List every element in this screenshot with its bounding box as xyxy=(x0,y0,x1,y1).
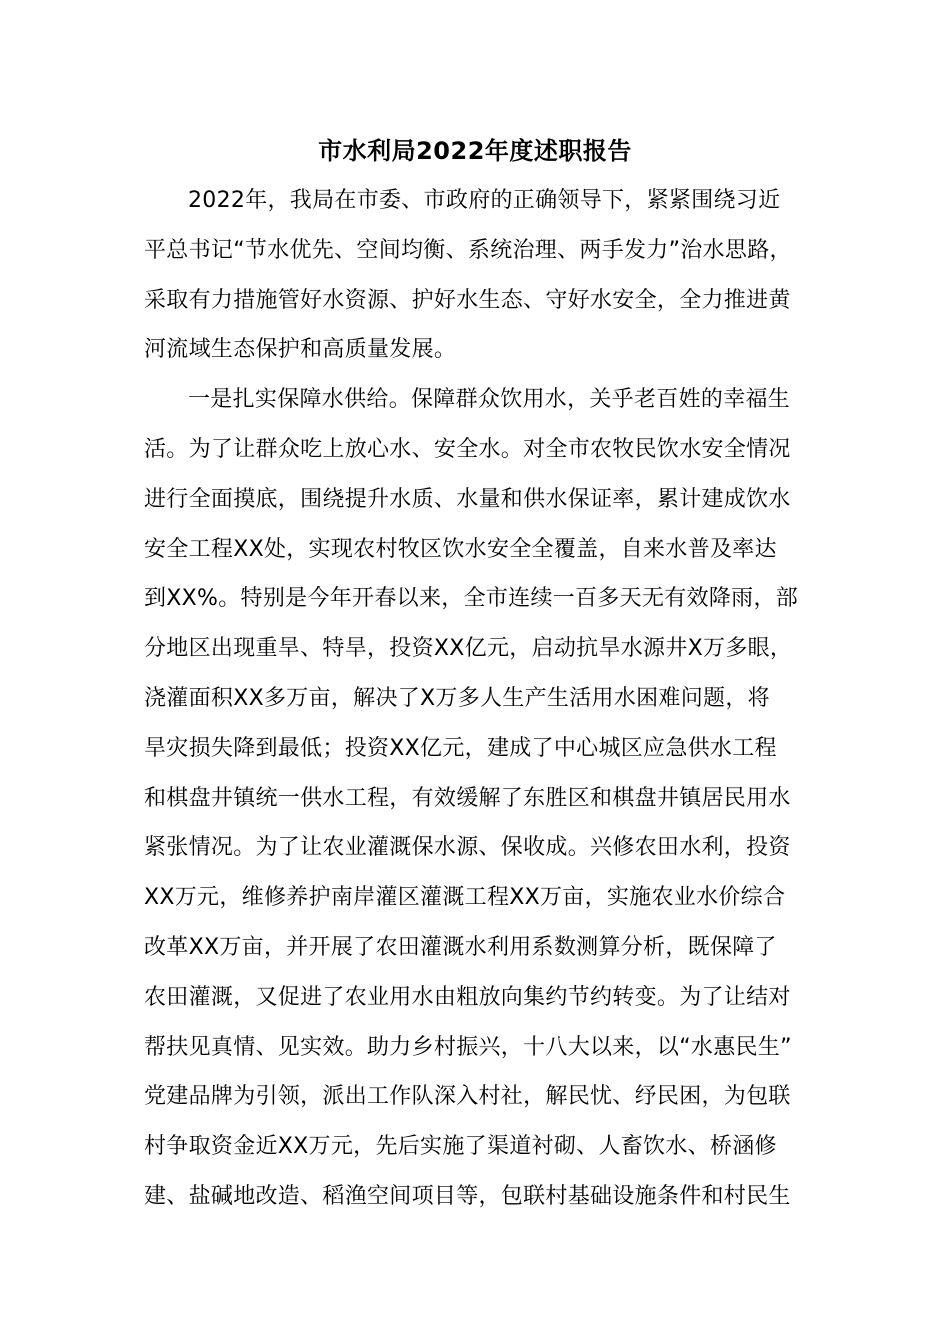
body-line: 河流域生态保护和高质量发展。 xyxy=(144,337,457,363)
body-line: 进行全面摸底，围绕提升水质、水量和供水保证率，累计建成饮水 xyxy=(144,486,791,512)
body-line: 2022年，我局在市委、市政府的正确领导下，紧紧围绕习近 xyxy=(188,188,781,213)
body-line: 紧张情况。为了让农业灌溉保水源、保收成。兴修农田水利，投资 xyxy=(144,835,791,861)
body-line: 分地区出现重旱、特旱，投资XX亿元，启动抗旱水源井X万多眼， xyxy=(144,636,793,662)
body-line: 旱灾损失降到最低；投资XX亿元，建成了中心城区应急供水工程 xyxy=(144,735,777,761)
body-line: 安全工程XX处，实现农村牧区饮水安全全覆盖，自来水普及率达 xyxy=(144,536,777,562)
body-line: 活。为了让群众吃上放心水、安全水。对全市农牧民饮水安全情况 xyxy=(144,436,791,462)
body-line: 改革XX万亩，并开展了农田灌溉水利用系数测算分析，既保障了 xyxy=(144,934,777,960)
body-line: 采取有力措施管好水资源、护好水生态、守好水安全，全力推进黄 xyxy=(144,287,791,313)
body-line: 平总书记“节水优先、空间均衡、系统治理、两手发力”治水思路， xyxy=(144,237,792,263)
body-line: 帮扶见真情、见实效。助力乡村振兴，十八大以来，以“水惠民生” xyxy=(144,1034,792,1060)
document-title: 市水利局2022年度述职报告 xyxy=(318,137,632,165)
body-line: 村争取资金近XX万元，先后实施了渠道衬砌、人畜饮水、桥涵修 xyxy=(144,1134,777,1160)
document-body xyxy=(144,183,834,1229)
body-line: 党建品牌为引领，派出工作队深入村社，解民忧、纾民困，为包联 xyxy=(144,1084,791,1110)
body-line: 到XX%。特别是今年开春以来，全市连续一百多天无有效降雨，部 xyxy=(144,586,799,612)
body-line: 建、盐碱地改造、稻渔空间项目等，包联村基础设施条件和村民生 xyxy=(144,1183,791,1209)
body-line: 一是扎实保障水供给。保障群众饮用水，关乎老百姓的幸福生 xyxy=(188,387,791,413)
body-line: 浇灌面积XX多万亩，解决了X万多人生产生活用水困难问题，将 xyxy=(144,685,770,711)
body-line: 农田灌溉，又促进了农业用水由粗放向集约节约转变。为了让结对 xyxy=(144,984,791,1010)
body-line: XX万元，维修养护南岸灌区灌溉工程XX万亩，实施农业水价综合 xyxy=(144,885,786,911)
body-line: 和棋盘井镇统一供水工程，有效缓解了东胜区和棋盘井镇居民用水 xyxy=(144,785,791,811)
